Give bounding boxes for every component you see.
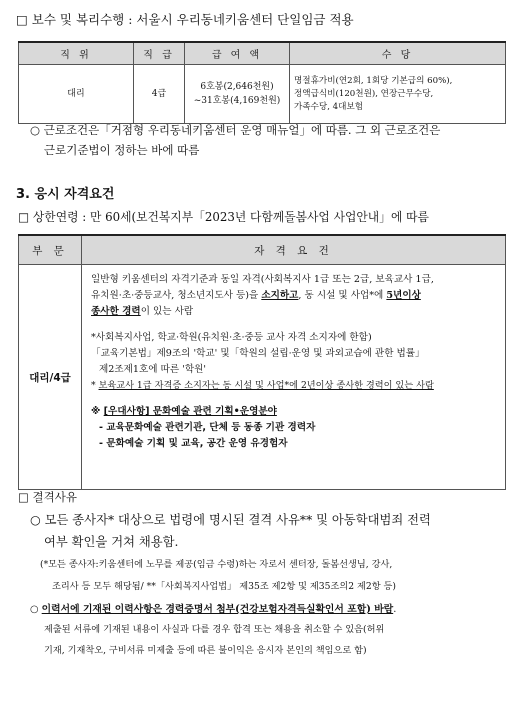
pay-note-line-1: ○ 근로조건은「거점형 우리동네키움센터 운영 매뉴얼」에 따름. 그 외 근로조건은 xyxy=(30,123,441,137)
pay-table-header xyxy=(19,42,506,65)
qualification-table xyxy=(18,234,506,490)
preferred-item-2: - 문화예술 기획 및 교육, 공간 운영 유경험자 xyxy=(99,438,288,449)
bullet-end: . xyxy=(393,604,397,615)
req-text: 유치원·초·중등교사, 청소년지도사 등)을 xyxy=(91,290,262,301)
disq-bullet-2 xyxy=(30,601,396,615)
qualification-heading: 3. 응시 자격요건 xyxy=(16,187,115,202)
cell-allowance xyxy=(290,65,506,124)
pay-note-line-2: 근로기준법이 정하는 바에 따름 xyxy=(44,143,200,157)
disq-bullet-1-line-1: ○ 모든 종사자* 대상으로 법령에 명시된 결격 사유** 및 아동학대범죄 전력 xyxy=(30,513,431,527)
disq-note-2-line-1: 제출된 서류에 기재된 내용이 사실과 다를 경우 합격 또는 채용을 취소할 수 있음(허위 xyxy=(44,624,385,635)
age-limit: □ 상한연령 : 만 60세(보건복지부「2023년 다함께돌봄사업 사업안내」에 따름 xyxy=(18,210,429,224)
cell-requirements xyxy=(82,265,506,490)
salary-line-1: 6호봉(2,646천원) xyxy=(200,82,274,92)
req-line-2 xyxy=(91,288,496,304)
header-salary: 급 여 액 xyxy=(185,42,290,65)
disq-note-2-line-2: 기재, 기재착오, 구비서류 미제출 등에 따른 불이익은 응시자 본인의 책임으로 함) xyxy=(44,645,367,656)
cell-grade: 4급 xyxy=(134,65,185,124)
disq-note-1-line-2: 조리사 등 모두 해당됨/ **「사회복지사업법」 제35조 제2항 및 제35조의2 제2항 등) xyxy=(52,581,396,592)
note-line-4 xyxy=(91,378,496,394)
salary-line-2: ~31호봉(4,169천원) xyxy=(193,96,281,106)
table-row xyxy=(19,65,506,124)
preferred-mark: ※ xyxy=(91,406,104,417)
note-line-2: 「교육기본법」제9조의 '학교' 및「학원의 설립·운영 및 과외교습에 관한 법률」 xyxy=(91,348,425,359)
preferred-title xyxy=(91,404,496,420)
header-allowance: 수 당 xyxy=(290,42,506,65)
pay-section-title: □ 보수 및 복리수행 : 서울시 우리동네키움센터 단일임금 적용 xyxy=(16,12,354,27)
allow-line-3: 가족수당, 4대보험 xyxy=(294,101,364,112)
note-line-1: *사회복지사업, 학교·학원(유치원·초·중등 교사 자격 소지자에 한함) xyxy=(91,332,372,343)
header-position: 직 위 xyxy=(19,42,134,65)
table-row xyxy=(19,265,506,490)
disq-bullet-1-line-2: 여부 확인을 거쳐 채용함. xyxy=(44,535,179,549)
req-emphasis: 소지하고 xyxy=(261,290,299,301)
req-line-3 xyxy=(91,304,496,320)
allow-line-1: 명절휴가비(연2회, 1회당 기본급의 60%), xyxy=(294,75,453,86)
allow-line-2: 정액급식비(120천원), 연장근무수당, xyxy=(294,88,434,99)
disqualification-title: □ 결격사유 xyxy=(18,490,77,504)
cell-position: 대리 xyxy=(19,65,134,124)
req-emphasis: 5년이상 xyxy=(386,290,421,301)
note-underlined: 보육교사 1급 자격증 소지자는 동 시설 및 사업*에 2년이상 종사한 경력이 있는 사람 xyxy=(98,380,434,391)
disq-bullet-2-emphasis: 이력서에 기재된 이력사항은 경력증명서 첨부(건강보험자격득실확인서 포함) 바람 xyxy=(41,604,394,615)
qual-table-header xyxy=(19,235,506,265)
header-dept: 부 문 xyxy=(19,235,82,265)
note-mark: * xyxy=(91,380,99,391)
preferred-label: [우대사항] 문화예술 관련 기획•운영분야 xyxy=(103,406,277,417)
header-grade: 직 급 xyxy=(134,42,185,65)
note-line-3: 제2조제1호에 따른 '학원' xyxy=(99,364,206,375)
bullet-mark: ○ xyxy=(30,604,42,615)
req-text: 이 있는 사람 xyxy=(140,306,194,317)
req-text: , 동 시설 및 사업*에 xyxy=(298,290,387,301)
cell-dept: 대리/4급 xyxy=(19,265,82,490)
disq-note-1-line-1: (*모든 종사자:키움센터에 노무를 제공(임금 수령)하는 자로서 센터장, 돌봄선생님, 강사, xyxy=(40,559,393,570)
req-line-1: 일반형 키움센터의 자격기준과 동일 자격(사회복지사 1급 또는 2급, 보육교사 1급, xyxy=(91,274,434,285)
pay-table xyxy=(18,41,506,124)
req-emphasis: 종사한 경력 xyxy=(91,306,141,317)
header-requirements: 자 격 요 건 xyxy=(82,235,506,265)
cell-salary xyxy=(185,65,290,124)
preferred-item-1: - 교육문화예술 관련기관, 단체 등 동종 기관 경력자 xyxy=(99,422,316,433)
